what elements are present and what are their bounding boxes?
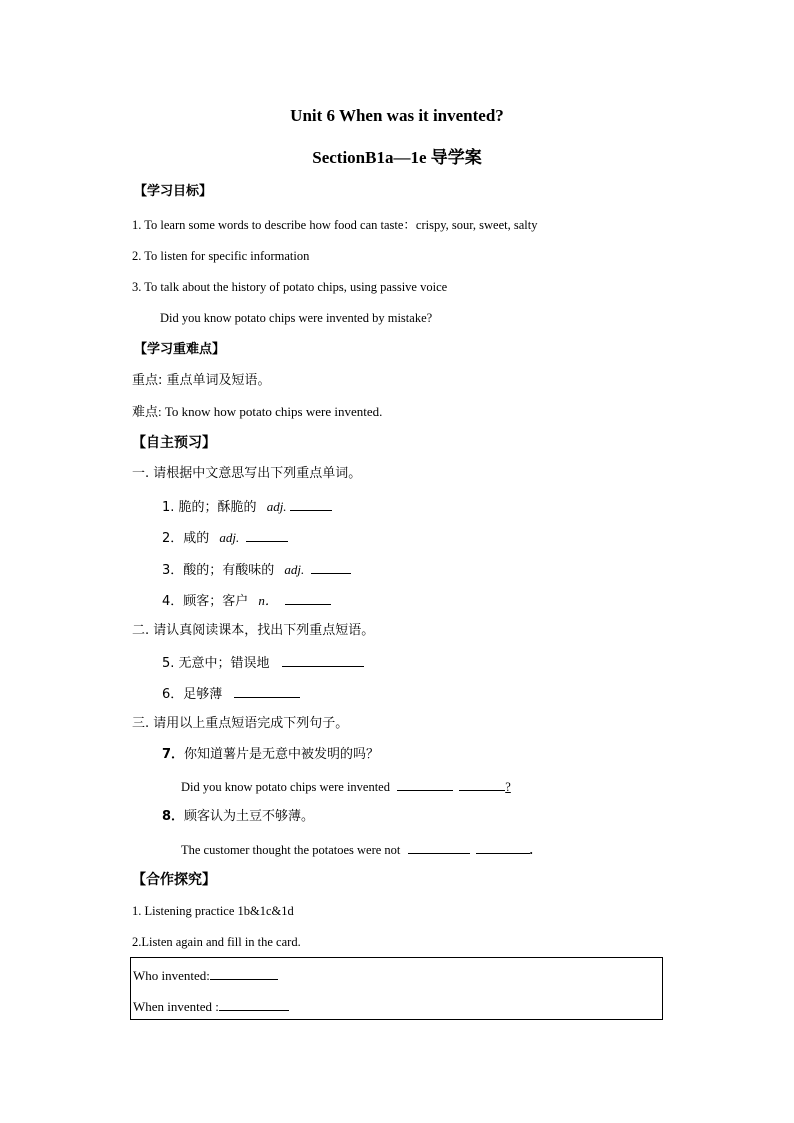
fill-in-card [130, 957, 663, 1020]
word-label: 2．咸的 [162, 531, 210, 546]
answer-blank[interactable] [285, 592, 331, 605]
phrase-item-5 [162, 654, 364, 672]
question-7 [162, 747, 379, 763]
question-8 [162, 809, 314, 825]
answer-blank[interactable] [290, 498, 332, 511]
cooperation-item-2: 2.Listen again and fill in the card. [132, 935, 301, 949]
card-row-when [133, 998, 289, 1015]
word-pos: adj. [219, 530, 240, 545]
card-label-when: When invented : [133, 999, 219, 1014]
question-text: 顾客认为土豆不够薄。 [184, 809, 315, 824]
word-pos: adj. [266, 499, 287, 514]
sentence-text: Did you know potato chips were invented [181, 780, 390, 794]
word-item-1 [162, 498, 332, 516]
key-points-heading: 【学习重难点】 [134, 342, 226, 357]
sentence-end: . [529, 843, 533, 857]
word-item-2 [162, 529, 288, 547]
preview-part3: 三. 请用以上重点短语完成下列句子。 [132, 716, 349, 731]
document-title: Unit 6 When was it invented? [290, 106, 504, 125]
cooperation-heading: 【合作探究】 [132, 872, 216, 888]
answer-blank[interactable] [282, 654, 364, 667]
answer-blank[interactable] [234, 685, 300, 698]
objectives-heading: 【学习目标】 [134, 184, 213, 199]
objective-2: 2. To listen for specific information [132, 249, 310, 263]
objective-question: Did you know potato chips were invented by mistake? [160, 311, 433, 325]
sentence-text: The customer thought the potatoes were not [181, 843, 401, 857]
phrase-item-6 [162, 685, 300, 703]
question-number: 7． [162, 747, 185, 762]
sentence-end: ? [505, 780, 511, 794]
word-item-3 [162, 561, 351, 579]
objective-1: 1. To learn some words to describe how food can taste：crispy, sour, sweet, salty [132, 218, 538, 232]
question-7-sentence [181, 778, 511, 795]
word-pos: n． [258, 593, 278, 608]
preview-part1: 一. 请根据中文意思写出下列重点单词。 [132, 466, 362, 481]
answer-blank[interactable] [397, 778, 453, 791]
word-item-4 [162, 592, 331, 610]
document-subtitle: SectionB1a—1e 导学案 [312, 148, 482, 167]
answer-blank[interactable] [246, 529, 288, 542]
word-pos: adj. [284, 562, 305, 577]
card-label-who: Who invented: [133, 968, 210, 983]
objective-3: 3. To talk about the history of potato chips, using passive voice [132, 280, 448, 294]
answer-blank[interactable] [408, 841, 470, 854]
word-label: 4．顾客；客户 [162, 594, 249, 609]
phrase-label: 5. 无意中；错误地 [162, 656, 270, 671]
difficulty-text: 难点: To know how potato chips were invented. [132, 404, 383, 419]
card-row-who [133, 967, 278, 984]
question-number: 8． [162, 809, 185, 824]
answer-blank[interactable] [459, 778, 505, 791]
answer-blank[interactable] [210, 967, 278, 980]
word-label: 3．酸的；有酸味的 [162, 563, 275, 578]
answer-blank[interactable] [219, 998, 289, 1011]
word-label: 1. 脆的；酥脆的 [162, 500, 257, 515]
phrase-label: 6．足够薄 [162, 687, 223, 702]
question-text: 你知道薯片是无意中被发明的吗？ [184, 747, 380, 762]
question-8-sentence [181, 841, 533, 858]
answer-blank[interactable] [476, 841, 530, 854]
cooperation-item-1: 1. Listening practice 1b&1c&1d [132, 904, 294, 918]
key-point-difficulty [132, 404, 382, 420]
answer-blank[interactable] [311, 561, 351, 574]
preview-part2: 二. 请认真阅读课本，找出下列重点短语。 [132, 623, 375, 638]
preview-heading: 【自主预习】 [132, 435, 216, 451]
key-point-focus: 重点: 重点单词及短语。 [132, 373, 271, 388]
